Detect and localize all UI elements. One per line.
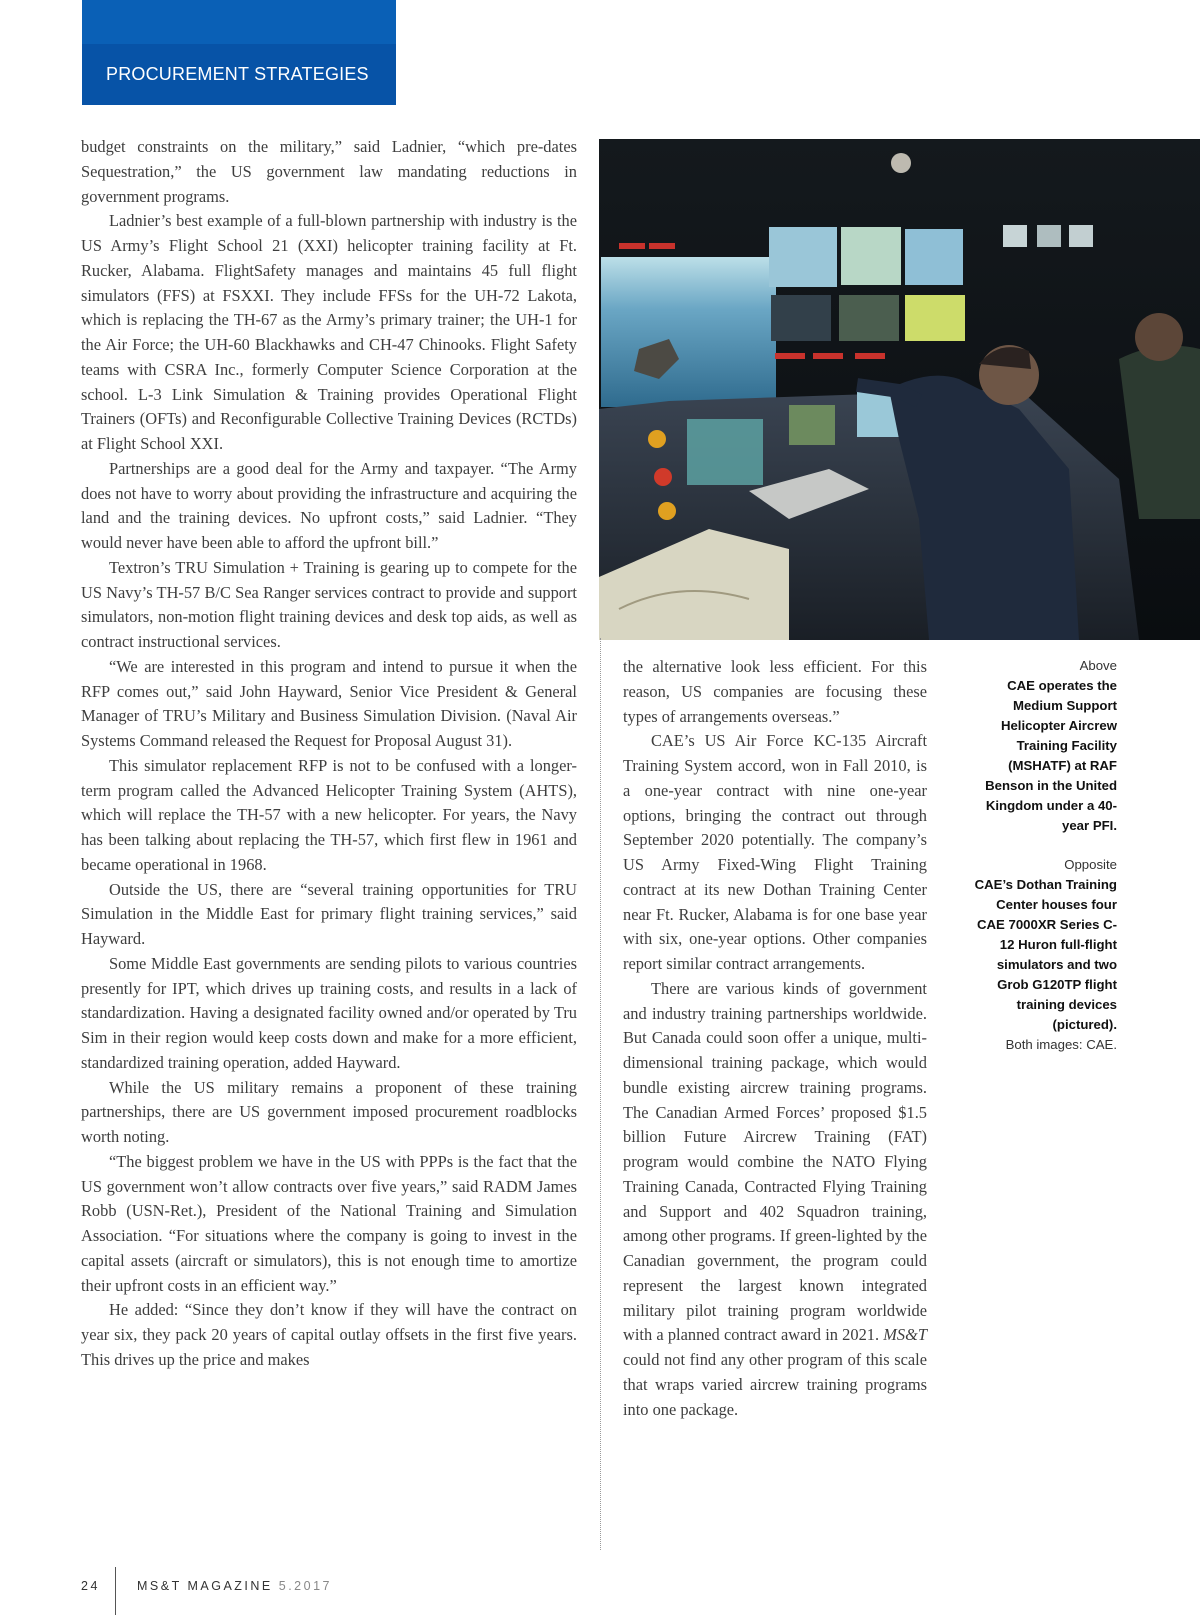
magazine-title	[137, 1579, 332, 1593]
paragraph: Outside the US, there are “several training opportunities for TRU Simulation in the Middle East for primary flight training services,” said Hayward.	[81, 879, 577, 948]
issue-date: 5.2017	[278, 1579, 332, 1593]
caption-label: Above	[1079, 658, 1117, 673]
simulator-photo-illustration	[599, 139, 1200, 640]
paragraph	[623, 977, 927, 1423]
simulator-photo	[599, 139, 1200, 640]
caption-label: Opposite	[1064, 857, 1117, 872]
paragraph: While the US military remains a proponent of these training partnerships, there are US government imposed procurement roadblocks worth noting.	[81, 1077, 577, 1146]
article-column-left	[81, 135, 577, 1373]
caption-above	[965, 656, 1117, 836]
caption-opposite	[965, 855, 1117, 1055]
column-divider	[600, 638, 601, 1550]
paragraph: the alternative look less efficient. For this reason, US companies are focusing these types of arrangements overseas.”	[623, 657, 927, 726]
page-footer	[81, 1569, 381, 1593]
section-title: PROCUREMENT STRATEGIES	[106, 64, 369, 84]
magazine-name: MS&T	[883, 1325, 927, 1345]
paragraph: Some Middle East governments are sending pilots to various countries presently for IPT, which drives up training costs, and results in a lack of standardization. Having a designated facility owned and/or operated by Tru Sim in their region would keep costs down and make for a more efficient, standardized training operation, added Hayward.	[81, 953, 577, 1072]
paragraph: “The biggest problem we have in the US with PPPs is the fact that the US government won’t allow contracts over five years,” said RADM James Robb (USN-Ret.), President of the National Training and Simulation Association. “For situations where the company is going to invest in the capital assets (aircraft or simulators), this is not enough time to amortize their upfront costs in an efficient way.”	[81, 1151, 577, 1295]
article-column-middle	[623, 655, 927, 1422]
page-number: 24	[81, 1579, 100, 1593]
photo-credit: Both images: CAE.	[1005, 1037, 1117, 1052]
paragraph: Ladnier’s best example of a full-blown partnership with industry is the US Army’s Flight School 21 (XXI) helicopter training facility at Ft. Rucker, Alabama. FlightSafety manages and maintains 45 full flight simulators (FFS) at FSXXI. They include FFSs for the UH-72 Lakota, which is replacing the TH-67 as the Army’s primary trainer; the UH-1 for the Air Force; the UH-60 Blackhawks and CH-47 Chinooks. Flight Safety teams with CSRA Inc., formerly Computer Science Corporation at the school. L-3 Link Simulation & Training provides Operational Flight Trainers (OFTs) and Reconfigurable Collective Training Devices (RCTDs) at Flight School XXI.	[81, 211, 577, 453]
paragraph: This simulator replacement RFP is not to be confused with a longer-term program called the Advanced Helicopter Training System (AHTS), which will replace the TH-57 with a new helicopter. For years, the Navy has been talking about replacing the TH-57, which first flew in 1961 and became operational in 1968.	[81, 755, 577, 874]
caption-text: CAE’s Dothan Training Center houses four CAE 7000XR Series C-12 Huron full-flight simulators and two Grob G120TP flight training devices (pictured).	[974, 877, 1117, 1032]
paragraph: CAE’s US Air Force KC-135 Aircraft Training System accord, won in Fall 2010, is a one-year contract with nine one-year options, bringing the contract out through September 2020 potentially. The company’s US Army Fixed-Wing Flight Training contract at its new Dothan Training Center near Ft. Rucker, Alabama is for one base year with six, one-year options. Other companies report similar contract arrangements.	[623, 731, 927, 973]
paragraph: Partnerships are a good deal for the Army and taxpayer. “The Army does not have to worry about providing the infrastructure and acquiring the land and the training devices. No upfront costs,” said Ladnier. “They would never have been able to afford the upfront bill.”	[81, 458, 577, 552]
paragraph: budget constraints on the military,” said Ladnier, “which pre-dates Sequestration,” the US government law mandating reductions in government programs.	[81, 137, 577, 206]
magazine-name: MS&T MAGAZINE	[137, 1579, 273, 1593]
caption-text: CAE operates the Medium Support Helicopter Aircrew Training Facility (MSHATF) at RAF Benson in the United Kingdom under a 40-year PFI.	[985, 678, 1117, 833]
paragraph: “We are interested in this program and intend to pursue it when the RFP comes out,” said John Hayward, Senior Vice President & General Manager of TRU’s Military and Business Simulation Division. (Naval Air Systems Command released the Request for Proposal August 31).	[81, 656, 577, 750]
section-banner	[82, 0, 396, 105]
paragraph-text: could not find any other program of this scale that wraps varied aircrew training programs into one package.	[623, 1350, 927, 1419]
paragraph: Textron’s TRU Simulation + Training is gearing up to compete for the US Navy’s TH-57 B/C Sea Ranger services contract to provide and support simulators, non-motion flight training devices and desk top aids, as well as contract instructional services.	[81, 557, 577, 651]
footer-divider	[115, 1567, 116, 1615]
paragraph-text: There are various kinds of government and industry training partnerships worldwide. But Canada could soon offer a unique, multi-dimensional training package, which would bundle existing aircrew training programs. The Canadian Armed Forces’ proposed $1.5 billion Future Aircrew Training (FAT) program would combine the NATO Flying Training Canada, Contracted Flying Training and Support and 402 Squadron training, among other programs. If green-lighted by the Canadian government, the program could represent the largest known integrated military pilot training program worldwide with a planned contract award in 2021.	[623, 978, 927, 1345]
paragraph: He added: “Since they don’t know if they will have the contract on year six, they pack 20 years of capital outlay offsets in the first five years. This drives up the price and makes	[81, 1300, 577, 1369]
